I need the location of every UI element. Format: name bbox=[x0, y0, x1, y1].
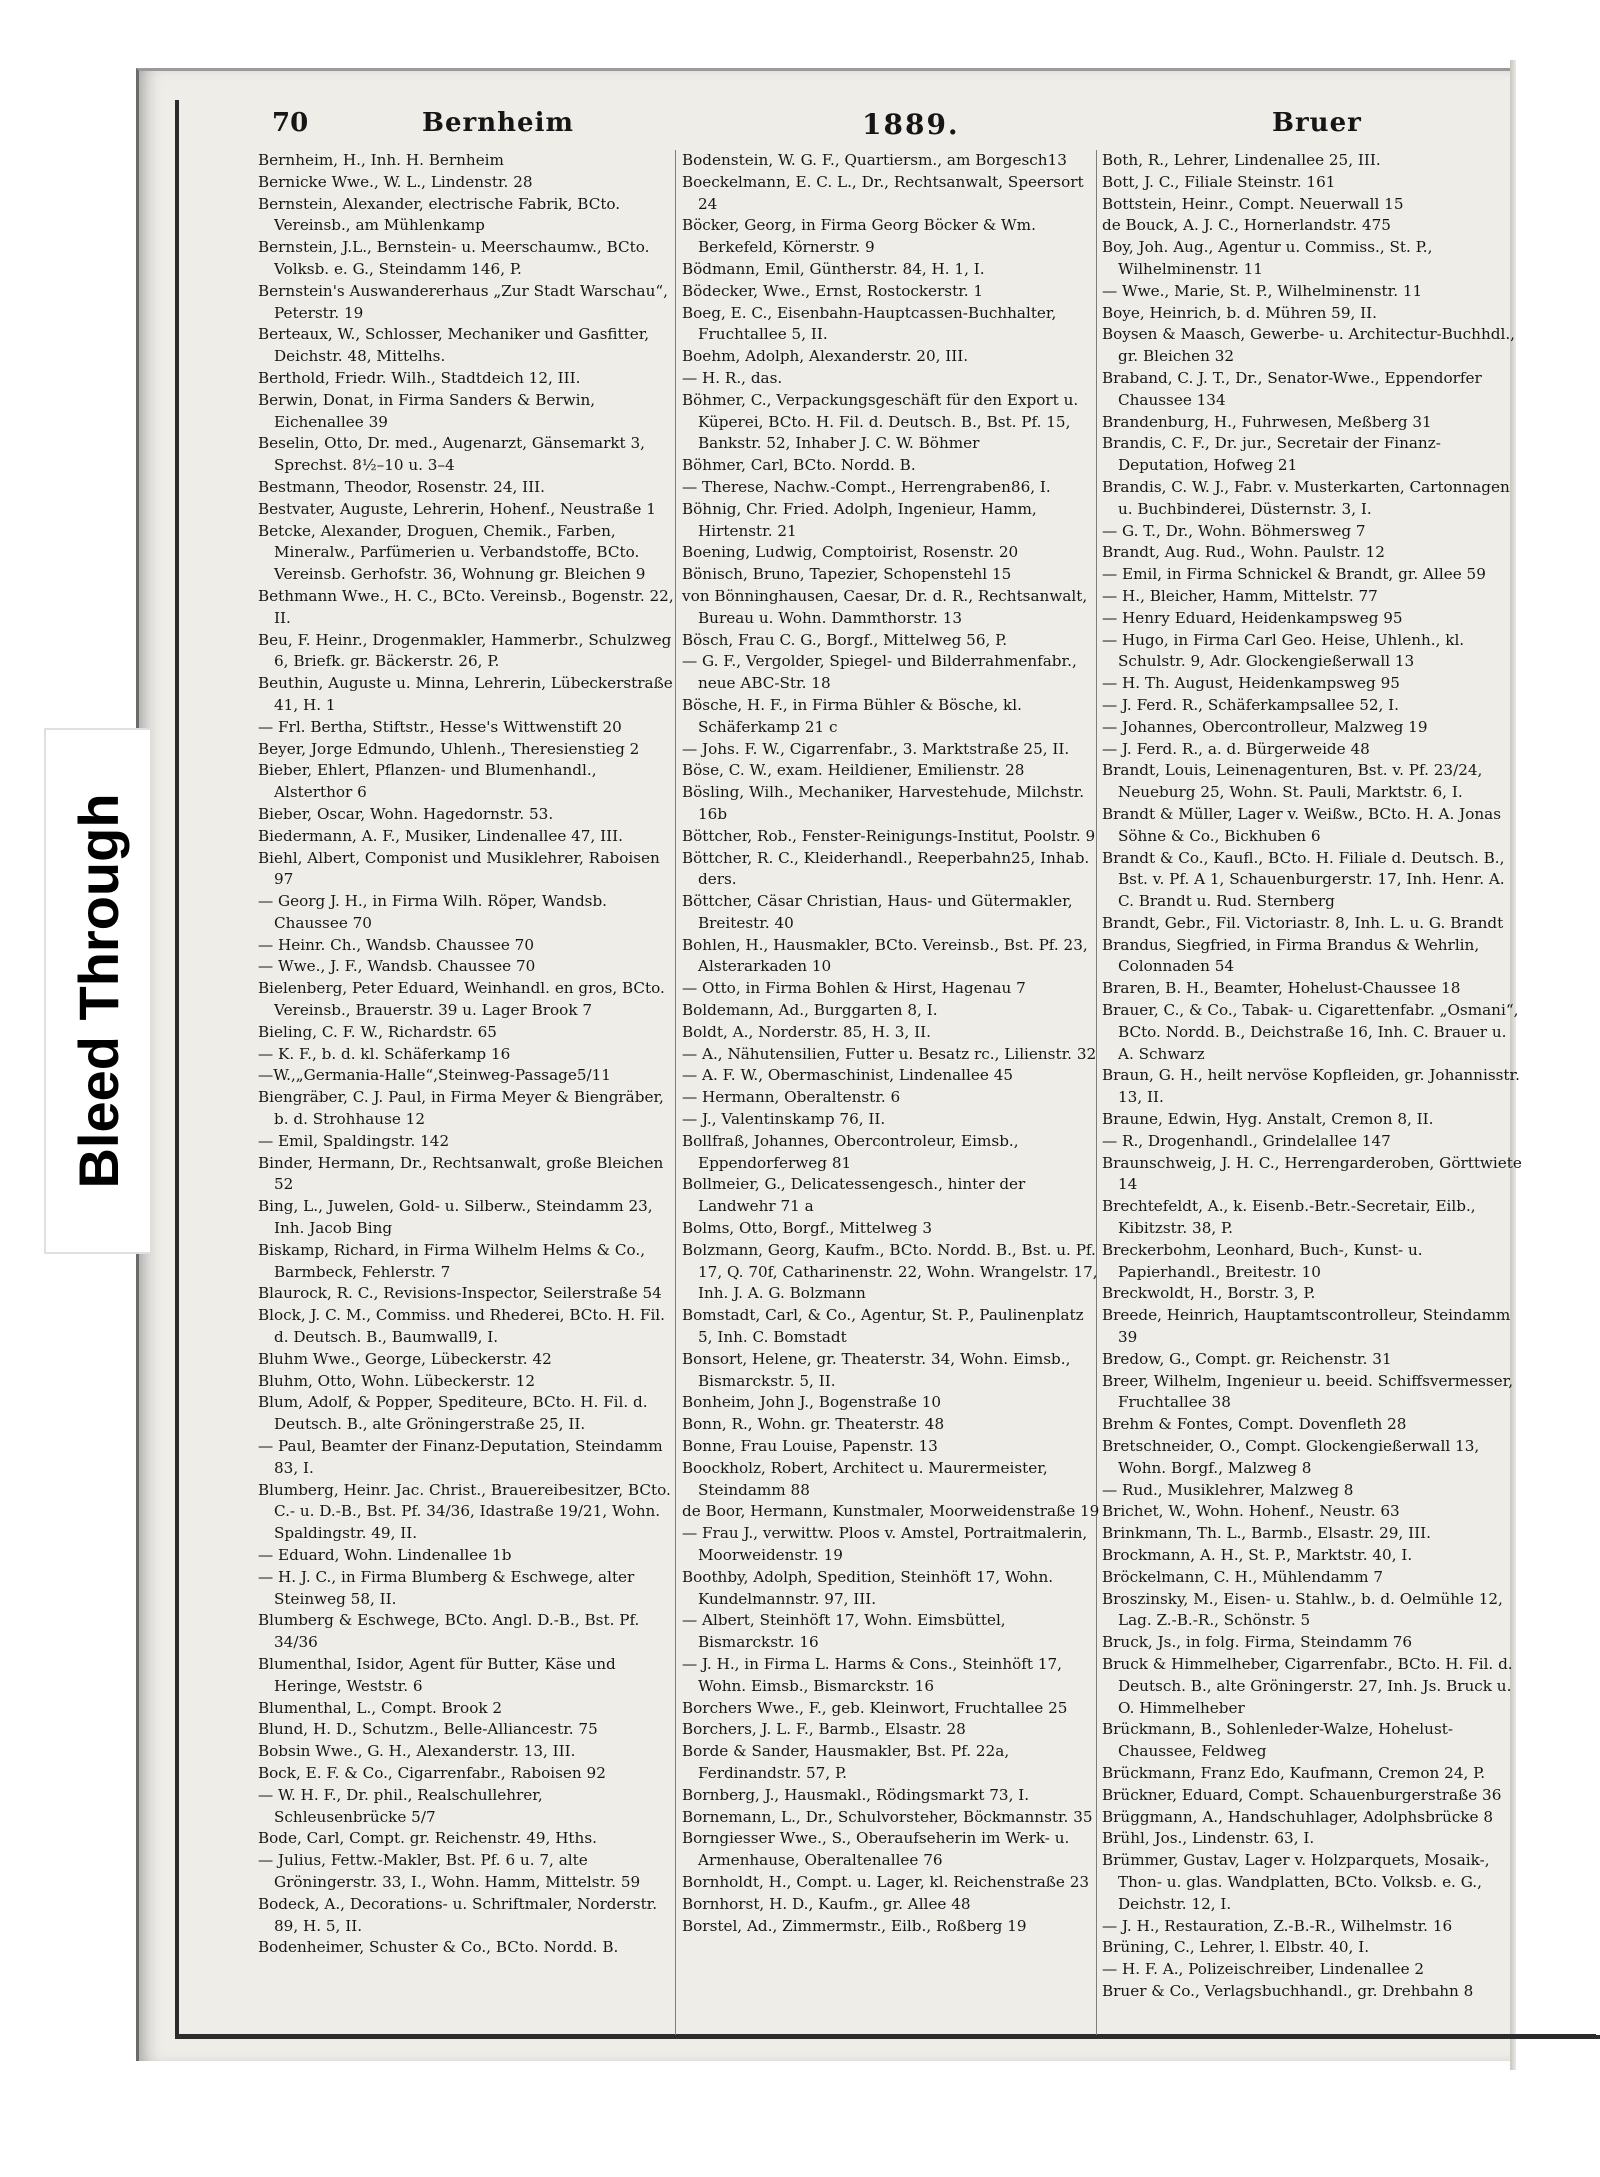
directory-entry: Borchers, J. L. F., Barmb., Elsastr. 28 bbox=[682, 1720, 966, 1739]
directory-column-2 bbox=[682, 150, 1102, 1937]
directory-entry: von Bönninghausen, Caesar, Dr. d. R., Rechtsanwalt, Bureau u. Wohn. Dammthorstr. 13 bbox=[682, 586, 1088, 627]
directory-entry: Bornholdt, H., Compt. u. Lager, kl. Reichenstraße 23 bbox=[682, 1872, 1090, 1891]
directory-entry: Bödecker, Wwe., Ernst, Rostockerstr. 1 bbox=[682, 281, 984, 300]
directory-entry: — R., Drogenhandl., Grindelallee 147 bbox=[1102, 1131, 1391, 1150]
directory-entry: Braunschweig, J. H. C., Herrengarderoben, Görttwiete 14 bbox=[1102, 1153, 1522, 1194]
directory-entry: Beyer, Jorge Edmundo, Uhlenh., Theresienstieg 2 bbox=[258, 739, 640, 758]
directory-entry: Bielenberg, Peter Eduard, Weinhandl. en gros, BCto. Vereinsb., Brauerstr. 39 u. Lager Brook 7 bbox=[258, 979, 665, 1020]
directory-entry: — Therese, Nachw.-Compt., Herrengraben86, I. bbox=[682, 477, 1051, 496]
directory-entry: Böttcher, Rob., Fenster-Reinigungs-Institut, Poolstr. 9 bbox=[682, 826, 1096, 845]
directory-entry: Berwin, Donat, in Firma Sanders & Berwin, Eichenallee 39 bbox=[258, 390, 596, 431]
directory-entry: Bönisch, Bruno, Tapezier, Schopenstehl 15 bbox=[682, 565, 1012, 584]
directory-entry: — A., Nähutensilien, Futter u. Besatz rc., Lilienstr. 32 bbox=[682, 1044, 1097, 1063]
directory-entry: Brückner, Eduard, Compt. Schauenburgerstraße 36 bbox=[1102, 1785, 1502, 1804]
directory-entry: Brandenburg, H., Fuhrwesen, Meßberg 31 bbox=[1102, 412, 1432, 431]
directory-entry: — Heinr. Ch., Wandsb. Chaussee 70 bbox=[258, 935, 534, 954]
directory-entry: Borde & Sander, Hausmakler, Bst. Pf. 22a, Ferdinandstr. 57, P. bbox=[682, 1742, 1010, 1782]
directory-entry: Brüggmann, A., Handschuhlager, Adolphsbrücke 8 bbox=[1102, 1807, 1494, 1826]
directory-entry: — A. F. W., Obermaschinist, Lindenallee 45 bbox=[682, 1066, 1014, 1085]
directory-entry: Block, J. C. M., Commiss. und Rhederei, BCto. H. Fil. d. Deutsch. B., Baumwall9, I. bbox=[258, 1306, 665, 1347]
directory-entry: Braband, C. J. T., Dr., Senator-Wwe., Eppendorfer Chaussee 134 bbox=[1102, 368, 1482, 409]
directory-entry: Boysen & Maasch, Gewerbe- u. Architectur-Buchhdl., gr. Bleichen 32 bbox=[1102, 325, 1515, 366]
directory-entry: Bott, J. C., Filiale Steinstr. 161 bbox=[1102, 172, 1336, 191]
directory-entry: Blumberg & Eschwege, BCto. Angl. D.-B., Bst. Pf. 34/36 bbox=[258, 1611, 640, 1652]
directory-entry: Bornemann, L., Dr., Schulvorsteher, Böckmannstr. 35 bbox=[682, 1807, 1093, 1826]
directory-entry: Brümmer, Gustav, Lager v. Holzparquets, Mosaik-, Thon- u. glas. Wandplatten, BCto. Volksb. e. G., Deichstr. 12, I. bbox=[1102, 1851, 1490, 1913]
page-number: 70 bbox=[272, 108, 309, 138]
directory-entry: — Eduard, Wohn. Lindenallee 1b bbox=[258, 1546, 512, 1564]
directory-entry: — H., Bleicher, Hamm, Mittelstr. 77 bbox=[1102, 586, 1378, 605]
directory-entry: Braune, Edwin, Hyg. Anstalt, Cremon 8, II. bbox=[1102, 1110, 1434, 1129]
head-right-word: Bruer bbox=[1272, 108, 1362, 138]
directory-entry: Borngiesser Wwe., S., Oberaufseherin im Werk- u. Armenhause, Oberaltenallee 76 bbox=[682, 1829, 1070, 1870]
bleed-through-label: Bleed Through bbox=[66, 793, 130, 1189]
directory-entry: Bodenstein, W. G. F., Quartiersm., am Borgesch13 bbox=[682, 151, 1067, 169]
directory-entry: Brüning, C., Lehrer, l. Elbstr. 40, I. bbox=[1102, 1938, 1370, 1957]
directory-entry: Beu, F. Heinr., Drogenmakler, Hammerbr., Schulzweg 6, Briefk. gr. Bäckerstr. 26, P. bbox=[258, 630, 672, 671]
directory-entry: — Paul, Beamter der Finanz-Deputation, Steindamm 83, I. bbox=[258, 1437, 663, 1477]
directory-entry: Breede, Heinrich, Hauptamtscontrolleur, Steindamm 39 bbox=[1102, 1306, 1511, 1347]
directory-entry: — Henry Eduard, Heidenkampsweg 95 bbox=[1102, 608, 1403, 627]
directory-entry: Böse, C. W., exam. Heildiener, Emilienstr. 28 bbox=[682, 761, 1025, 780]
directory-entry: Boening, Ludwig, Comptoirist, Rosenstr. 20 bbox=[682, 543, 1019, 562]
directory-entry: Bieber, Ehlert, Pflanzen- und Blumenhandl., Alsterthor 6 bbox=[258, 761, 597, 802]
directory-entry: de Boor, Hermann, Kunstmaler, Moorweidenstraße 19 bbox=[682, 1502, 1100, 1521]
directory-entry: — Frau J., verwittw. Ploos v. Amstel, Portraitmalerin, Moorweidenstr. 19 bbox=[682, 1524, 1088, 1564]
directory-entry: Brichet, W., Wohn. Hohenf., Neustr. 63 bbox=[1102, 1502, 1400, 1521]
directory-entry: Borstel, Ad., Zimmermstr., Eilb., Roßberg 19 bbox=[682, 1916, 1027, 1935]
directory-entry: Bestvater, Auguste, Lehrerin, Hohenf., Neustraße 1 bbox=[258, 499, 656, 518]
directory-entry: Boothby, Adolph, Spedition, Steinhöft 17, Wohn. Kundelmannstr. 97, III. bbox=[682, 1567, 1054, 1608]
directory-entry: Bollmeier, G., Delicatessengesch., hinter der Landwehr 71 a bbox=[682, 1175, 1026, 1216]
directory-entry: Brockmann, A. H., St. P., Marktstr. 40, I. bbox=[1102, 1546, 1413, 1564]
directory-entry: Bodenheimer, Schuster & Co., BCto. Nordd. B. bbox=[258, 1938, 619, 1957]
directory-entry: Berthold, Friedr. Wilh., Stadtdeich 12, III. bbox=[258, 368, 581, 387]
running-head bbox=[272, 108, 1372, 144]
directory-entry: — Johannes, Obercontrolleur, Malzweg 19 bbox=[1102, 717, 1428, 736]
directory-entry: Brandis, C. W. J., Fabr. v. Musterkarten, Cartonnagen u. Buchbinderei, Düsternstr. 3, I. bbox=[1102, 477, 1510, 518]
directory-entry: de Bouck, A. J. C., Hornerlandstr. 475 bbox=[1102, 216, 1391, 235]
directory-entry: Bösche, H. F., in Firma Bühler & Bösche, kl. Schäferkamp 21 c bbox=[682, 695, 1022, 736]
page-bottom-rule bbox=[176, 2034, 1596, 2037]
directory-entry: Bredow, G., Compt. gr. Reichenstr. 31 bbox=[1102, 1349, 1392, 1368]
directory-entry: Brinkmann, Th. L., Barmb., Elsastr. 29, III. bbox=[1102, 1524, 1431, 1543]
directory-entry: Blumenthal, L., Compt. Brook 2 bbox=[258, 1698, 503, 1717]
directory-entry: Bollfraß, Johannes, Obercontroleur, Eimsb., Eppendorferweg 81 bbox=[682, 1131, 1019, 1172]
directory-entry: Böhmer, Carl, BCto. Nordd. B. bbox=[682, 456, 916, 475]
directory-entry: Biengräber, C. J. Paul, in Firma Meyer & Biengräber, b. d. Strohhause 12 bbox=[258, 1088, 664, 1129]
directory-entry: — Rud., Musiklehrer, Malzweg 8 bbox=[1102, 1480, 1354, 1499]
directory-entry: — H. Th. August, Heidenkampsweg 95 bbox=[1102, 674, 1400, 693]
directory-entry: Betcke, Alexander, Droguen, Chemik., Farben, Mineralw., Parfümerien u. Verbandstoffe, BCto. Vereinsb. Gerhofstr. 36, Wohnung gr. Bleichen 9 bbox=[258, 521, 646, 584]
directory-entry: Boehm, Adolph, Alexanderstr. 20, III. bbox=[682, 347, 969, 366]
directory-entry: Bornhorst, H. D., Kaufm., gr. Allee 48 bbox=[682, 1894, 971, 1913]
directory-entry: — Otto, in Firma Bohlen & Hirst, Hagenau 7 bbox=[682, 979, 1026, 998]
directory-entry: Bernheim, H., Inh. H. Bernheim bbox=[258, 151, 504, 169]
directory-entry: Bruer & Co., Verlagsbuchhandl., gr. Drehbahn 8 bbox=[1102, 1981, 1474, 2000]
directory-entry: Brehm & Fontes, Compt. Dovenfleth 28 bbox=[1102, 1415, 1407, 1434]
directory-entry: — G. T., Dr., Wohn. Böhmersweg 7 bbox=[1102, 521, 1366, 540]
directory-entry: Bock, E. F. & Co., Cigarrenfabr., Raboisen 92 bbox=[258, 1763, 606, 1782]
directory-entry: Brandis, C. F., Dr. jur., Secretair der Finanz-Deputation, Hofweg 21 bbox=[1102, 434, 1441, 475]
directory-entry: Brandt, Louis, Leinenagenturen, Bst. v. Pf. 23/24, Neueburg 25, Wohn. St. Pauli, Marktstr. 6, I. bbox=[1102, 761, 1483, 802]
directory-entry: Breer, Wilhelm, Ingenieur u. beeid. Schiffsvermesser, Fruchtallee 38 bbox=[1102, 1371, 1514, 1412]
directory-entry: Beuthin, Auguste u. Minna, Lehrerin, Lübeckerstraße 41, H. 1 bbox=[258, 674, 673, 714]
directory-column-3 bbox=[1102, 150, 1522, 2003]
directory-entry: Bodeck, A., Decorations- u. Schriftmaler, Norderstr. 89, H. 5, II. bbox=[258, 1894, 658, 1935]
directory-entry: — J. Ferd. R., Schäferkampsallee 52, I. bbox=[1102, 695, 1399, 714]
directory-entry: Bobsin Wwe., G. H., Alexanderstr. 13, III. bbox=[258, 1742, 576, 1761]
directory-entry: Bernstein, J.L., Bernstein- u. Meerschaumw., BCto. Volksb. e. G., Steindamm 146, P. bbox=[258, 238, 650, 278]
directory-entry: Bretschneider, O., Compt. Glockengießerwall 13, Wohn. Borgf., Malzweg 8 bbox=[1102, 1437, 1480, 1477]
directory-entry: Berteaux, W., Schlosser, Mechaniker und Gasfitter, Deichstr. 48, Mittelhs. bbox=[258, 325, 650, 366]
directory-column-1 bbox=[258, 150, 678, 1959]
directory-entry: Brauer, C., & Co., Tabak- u. Cigarettenfabr. „Osmani“, BCto. Nordd. B., Deichstraße 16, Inh. C. Brauer u. A. Schwarz bbox=[1102, 1001, 1519, 1063]
directory-entry: — Johs. F. W., Cigarrenfabr., 3. Marktstraße 25, II. bbox=[682, 739, 1070, 758]
directory-entry: — Emil, Spaldingstr. 142 bbox=[258, 1131, 450, 1150]
directory-entry: Bernstein, Alexander, electrische Fabrik, BCto. Vereinsb., am Mühlenkamp bbox=[258, 194, 621, 235]
directory-entry: Biehl, Albert, Componist und Musiklehrer, Raboisen 97 bbox=[258, 848, 660, 889]
directory-entry: — G. F., Vergolder, Spiegel- und Bilderrahmenfabr., neue ABC-Str. 18 bbox=[682, 652, 1077, 693]
directory-entry: Boye, Heinrich, b. d. Mühren 59, II. bbox=[1102, 303, 1377, 322]
directory-entry: Bösch, Frau C. G., Borgf., Mittelweg 56, P. bbox=[682, 630, 1008, 649]
directory-entry: Böttcher, Cäsar Christian, Haus- und Gütermakler, Breitestr. 40 bbox=[682, 892, 1073, 932]
directory-entry: Boldemann, Ad., Burggarten 8, I. bbox=[682, 1001, 938, 1020]
directory-entry: Bestmann, Theodor, Rosenstr. 24, III. bbox=[258, 477, 545, 496]
directory-entry: Brandt, Gebr., Fil. Victoriastr. 8, Inh. L. u. G. Brandt bbox=[1102, 913, 1504, 932]
directory-entry: Bösling, Wilh., Mechaniker, Harvestehude, Milchstr. 16b bbox=[682, 783, 1085, 823]
directory-entry: Boeg, E. C., Eisenbahn-Hauptcassen-Buchhalter, Fruchtallee 5, II. bbox=[682, 303, 1057, 344]
directory-entry: Brandt, Aug. Rud., Wohn. Paulstr. 12 bbox=[1102, 543, 1385, 562]
directory-entry: Bluhm Wwe., George, Lübeckerstr. 42 bbox=[258, 1349, 552, 1368]
directory-entry: Boldt, A., Norderstr. 85, H. 3, II. bbox=[682, 1022, 931, 1041]
directory-entry: Braun, G. H., heilt nervöse Kopfleiden, gr. Johannisstr. 13, II. bbox=[1102, 1066, 1520, 1107]
directory-entry: Blumenthal, Isidor, Agent für Butter, Käse und Heringe, Weststr. 6 bbox=[258, 1654, 616, 1695]
directory-entry: Brandt & Müller, Lager v. Weißw., BCto. H. A. Jonas Söhne & Co., Bickhuben 6 bbox=[1102, 804, 1502, 845]
directory-entry: Brandus, Siegfried, in Firma Brandus & Wehrlin, Colonnaden 54 bbox=[1102, 935, 1480, 976]
directory-entry: Blum, Adolf, & Popper, Spediteure, BCto. H. Fil. d. Deutsch. B., alte Gröningerstraße 25, II. bbox=[258, 1393, 648, 1434]
directory-entry: Breckwoldt, H., Borstr. 3, P. bbox=[1102, 1284, 1316, 1303]
directory-entry: Broszinsky, M., Eisen- u. Stahlw., b. d. Oelmühle 12, Lag. Z.-B.-R., Schönstr. 5 bbox=[1102, 1589, 1503, 1630]
directory-entry: Bonne, Frau Louise, Papenstr. 13 bbox=[682, 1437, 938, 1456]
bleed-through-tab bbox=[44, 728, 150, 1254]
directory-entry: Bröckelmann, C. H., Mühlendamm 7 bbox=[1102, 1567, 1384, 1586]
directory-entry: Bruck, Js., in folg. Firma, Steindamm 76 bbox=[1102, 1633, 1413, 1652]
directory-entry: — Julius, Fettw.-Makler, Bst. Pf. 6 u. 7, alte Gröningerstr. 33, I., Wohn. Hamm, Mittelstr. 59 bbox=[258, 1851, 641, 1891]
directory-entry: — Hermann, Oberaltenstr. 6 bbox=[682, 1088, 901, 1107]
directory-entry: Bödmann, Emil, Güntherstr. 84, H. 1, I. bbox=[682, 259, 985, 278]
directory-entry: Binder, Hermann, Dr., Rechtsanwalt, große Bleichen 52 bbox=[258, 1153, 664, 1194]
directory-entry: Bomstadt, Carl, & Co., Agentur, St. P., Paulinenplatz 5, Inh. C. Bomstadt bbox=[682, 1306, 1084, 1347]
directory-entry: — Wwe., J. F., Wandsb. Chaussee 70 bbox=[258, 957, 536, 976]
directory-entry: — K. F., b. d. kl. Schäferkamp 16 bbox=[258, 1044, 511, 1063]
directory-entry: — H. J. C., in Firma Blumberg & Eschwege, alter Steinweg 58, II. bbox=[258, 1567, 635, 1608]
directory-entry: — Wwe., Marie, St. P., Wilhelminenstr. 11 bbox=[1102, 281, 1423, 300]
directory-entry: Bruck & Himmelheber, Cigarrenfabr., BCto. H. Fil. d. Deutsch. B., alte Gröningerstr. 27, Inh. Js. Bruck u. O. Himmelheber bbox=[1102, 1654, 1513, 1717]
directory-entry: Bohlen, H., Hausmakler, BCto. Vereinsb., Bst. Pf. 23, Alsterarkaden 10 bbox=[682, 935, 1088, 976]
directory-entry: Böhnig, Chr. Fried. Adolph, Ingenieur, Hamm, Hirtenstr. 21 bbox=[682, 499, 1037, 540]
directory-entry: — J. H., in Firma L. Harms & Cons., Steinhöft 17, Wohn. Eimsb., Bismarckstr. 16 bbox=[682, 1654, 1062, 1695]
directory-entry: Brühl, Jos., Lindenstr. 63, I. bbox=[1102, 1829, 1315, 1848]
directory-entry: Bolms, Otto, Borgf., Mittelweg 3 bbox=[682, 1219, 932, 1238]
directory-entry: Both, R., Lehrer, Lindenallee 25, III. bbox=[1102, 151, 1381, 169]
directory-entry: Bernicke Wwe., W. L., Lindenstr. 28 bbox=[258, 172, 533, 191]
head-year: 1889. bbox=[862, 108, 960, 141]
directory-entry: Böcker, Georg, in Firma Georg Böcker & Wm. Berkefeld, Körnerstr. 9 bbox=[682, 216, 1036, 257]
directory-entry: Bonn, R., Wohn. gr. Theaterstr. 48 bbox=[682, 1415, 945, 1434]
directory-entry: Boeckelmann, E. C. L., Dr., Rechtsanwalt, Speersort 24 bbox=[682, 172, 1084, 213]
head-left-word: Bernheim bbox=[422, 108, 574, 138]
directory-entry: Bonheim, John J., Bogenstraße 10 bbox=[682, 1393, 942, 1412]
directory-entry: Brückmann, Franz Edo, Kaufmann, Cremon 24, P. bbox=[1102, 1763, 1486, 1782]
directory-entry: — J. Ferd. R., a. d. Bürgerweide 48 bbox=[1102, 739, 1370, 758]
directory-entry: — Albert, Steinhöft 17, Wohn. Eimsbüttel, Bismarckstr. 16 bbox=[682, 1611, 1006, 1652]
directory-entry: Boockholz, Robert, Architect u. Maurermeister, Steindamm 88 bbox=[682, 1458, 1048, 1499]
directory-entry: — J., Valentinskamp 76, II. bbox=[682, 1110, 886, 1129]
directory-entry: Bing, L., Juwelen, Gold- u. Silberw., Steindamm 23, Inh. Jacob Bing bbox=[258, 1197, 653, 1238]
directory-entry: Bernstein's Auswandererhaus „Zur Stadt Warschau“, Peterstr. 19 bbox=[258, 281, 668, 322]
directory-entry: — H. F. A., Polizeischreiber, Lindenallee 2 bbox=[1102, 1960, 1425, 1979]
directory-entry: Böhmer, C., Verpackungsgeschäft für den Export u. Küperei, BCto. H. Fil. d. Deutsch. B., Bst. Pf. 15, Bankstr. 52, Inhaber J. C. W. Böhmer bbox=[682, 390, 1079, 453]
directory-entry: — Emil, in Firma Schnickel & Brandt, gr. Allee 59 bbox=[1102, 565, 1486, 584]
directory-entry: — H. R., das. bbox=[682, 368, 783, 387]
directory-entry: Braren, B. H., Beamter, Hohelust-Chaussee 18 bbox=[1102, 979, 1461, 998]
directory-entry: Bode, Carl, Compt. gr. Reichenstr. 49, Hths. bbox=[258, 1829, 597, 1848]
directory-entry: Brandt & Co., Kaufl., BCto. H. Filiale d. Deutsch. B., Bst. v. Pf. A 1, Schauenburgerstr. 17, Inh. Henr. A. C. Brandt u. Rud. Sternberg bbox=[1102, 848, 1505, 911]
directory-entry: Bonsort, Helene, gr. Theaterstr. 34, Wohn. Eimsb., Bismarckstr. 5, II. bbox=[682, 1349, 1071, 1390]
directory-entry: Bethmann Wwe., H. C., BCto. Vereinsb., Bogenstr. 22, II. bbox=[258, 586, 674, 627]
directory-entry: Borchers Wwe., F., geb. Kleinwort, Fruchtallee 25 bbox=[682, 1698, 1068, 1717]
directory-entry: Brückmann, B., Sohlenleder-Walze, Hohelust-Chaussee, Feldweg bbox=[1102, 1720, 1453, 1761]
directory-entry: Bieling, C. F. W., Richardstr. 65 bbox=[258, 1022, 497, 1041]
directory-entry: Böttcher, R. C., Kleiderhandl., Reeperbahn25, Inhab. ders. bbox=[682, 848, 1090, 889]
directory-entry: Biskamp, Richard, in Firma Wilhelm Helms & Co., Barmbeck, Fehlerstr. 7 bbox=[258, 1240, 646, 1281]
directory-entry: Bieber, Oscar, Wohn. Hagedornstr. 53. bbox=[258, 804, 554, 823]
directory-entry: — W. H. F., Dr. phil., Realschullehrer, Schleusenbrücke 5/7 bbox=[258, 1785, 543, 1826]
directory-entry: Blund, H. D., Schutzm., Belle-Alliancestr. 75 bbox=[258, 1720, 598, 1739]
directory-entry: Breckerbohm, Leonhard, Buch-, Kunst- u. Papierhandl., Breitestr. 10 bbox=[1102, 1240, 1423, 1281]
directory-entry: Bottstein, Heinr., Compt. Neuerwall 15 bbox=[1102, 194, 1404, 213]
directory-entry: — J. H., Restauration, Z.-B.-R., Wilhelmstr. 16 bbox=[1102, 1916, 1453, 1935]
directory-entry: — Georg J. H., in Firma Wilh. Röper, Wandsb. Chaussee 70 bbox=[258, 892, 608, 932]
directory-entry: Beselin, Otto, Dr. med., Augenarzt, Gänsemarkt 3, Sprechst. 8½–10 u. 3–4 bbox=[258, 434, 645, 475]
directory-entry: Bluhm, Otto, Wohn. Lübeckerstr. 12 bbox=[258, 1371, 536, 1390]
directory-entry: Brechtefeldt, A., k. Eisenb.-Betr.-Secretair, Eilb., Kibitzstr. 38, P. bbox=[1102, 1197, 1476, 1238]
directory-entry: Blumberg, Heinr. Jac. Christ., Brauereibesitzer, BCto. C.- u. D.-B., Bst. Pf. 34/36, Idastraße 19/21, Wohn. Spaldingstr. 49, II. bbox=[258, 1480, 671, 1543]
directory-entry: Boy, Joh. Aug., Agentur u. Commiss., St. P., Wilhelminenstr. 11 bbox=[1102, 238, 1433, 278]
directory-entry: —W.,„Germania-Halle“,Steinweg-Passage5/11 bbox=[258, 1066, 611, 1085]
directory-entry: Bornberg, J., Hausmakl., Rödingsmarkt 73, I. bbox=[682, 1785, 1030, 1804]
directory-entry: Blaurock, R. C., Revisions-Inspector, Seilerstraße 54 bbox=[258, 1284, 662, 1303]
directory-entry: Bolzmann, Georg, Kaufm., BCto. Nordd. B., Bst. u. Pf. 17, Q. 70f, Catharinenstr. 22, Wohn. Wrangelstr. 17, Inh. J. A. G. Bolzmann bbox=[682, 1240, 1098, 1303]
directory-entry: — Frl. Bertha, Stiftstr., Hesse's Wittwenstift 20 bbox=[258, 717, 622, 736]
directory-entry: — Hugo, in Firma Carl Geo. Heise, Uhlenh., kl. Schulstr. 9, Adr. Glockengießerwall 13 bbox=[1102, 630, 1465, 671]
directory-entry: Biedermann, A. F., Musiker, Lindenallee 47, III. bbox=[258, 826, 623, 845]
